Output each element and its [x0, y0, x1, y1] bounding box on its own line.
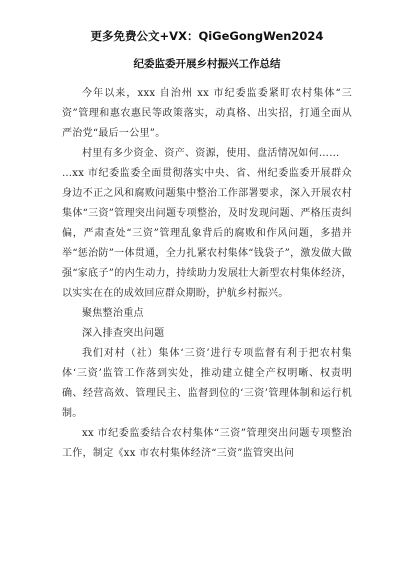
paragraph-intro: 今年以来，xxx 自治州 xx 市纪委监委紧盯农村集体“三资”管理和惠农惠民等政策落实，动真格、出实招，打通全面从严治党“最后一公里”。: [62, 88, 352, 139]
document-title: 纪委监委开展乡村振兴工作总结: [133, 58, 281, 70]
paragraph-supervision: 我们对村（社）集体‘三资’进行专项监督有利于把农村集体‘三资’监管工作落到实处，推动建立健全产权明晰、权责明确、经营高效、管理民主、监督到位的‘三资’管理体制和运行机制。: [62, 348, 352, 419]
section-heading: 聚焦整治重点: [82, 308, 144, 319]
paragraph-question: 村里有多少资金、资产、资源，使用、盘活情况如何……: [82, 148, 340, 159]
subsection-heading: 深入排查突出问题: [82, 328, 165, 339]
paragraph-main: …xx 市纪委监委全面贯彻落实中央、省、州纪委监委开展群众身边不正之风和腐败问题集中整治工作部署要求，深入开展农村集体“三资”管理突出问题专项整治，及时发现问题、严格压责纠偏，严肃查处“三资”管理乱象背后的腐败和作风问题，多措并举“惩治防”一体贯通，全力扎紧农村集体“钱袋子”，激发做大做强“家底子”的内生动力，持续助力发展壮大新型农村集体经济，以实实在在的成效回应群众期盼，护航乡村振兴。: [62, 168, 352, 299]
watermark-header: 更多免费公文+VX：QiGeGongWen2024: [90, 29, 324, 43]
paragraph-rectification: xx 市纪委监委结合农村集体“三资”管理突出问题专项整治工作，制定《xx 市农村集体经济“三资”监管突出问: [62, 428, 352, 459]
